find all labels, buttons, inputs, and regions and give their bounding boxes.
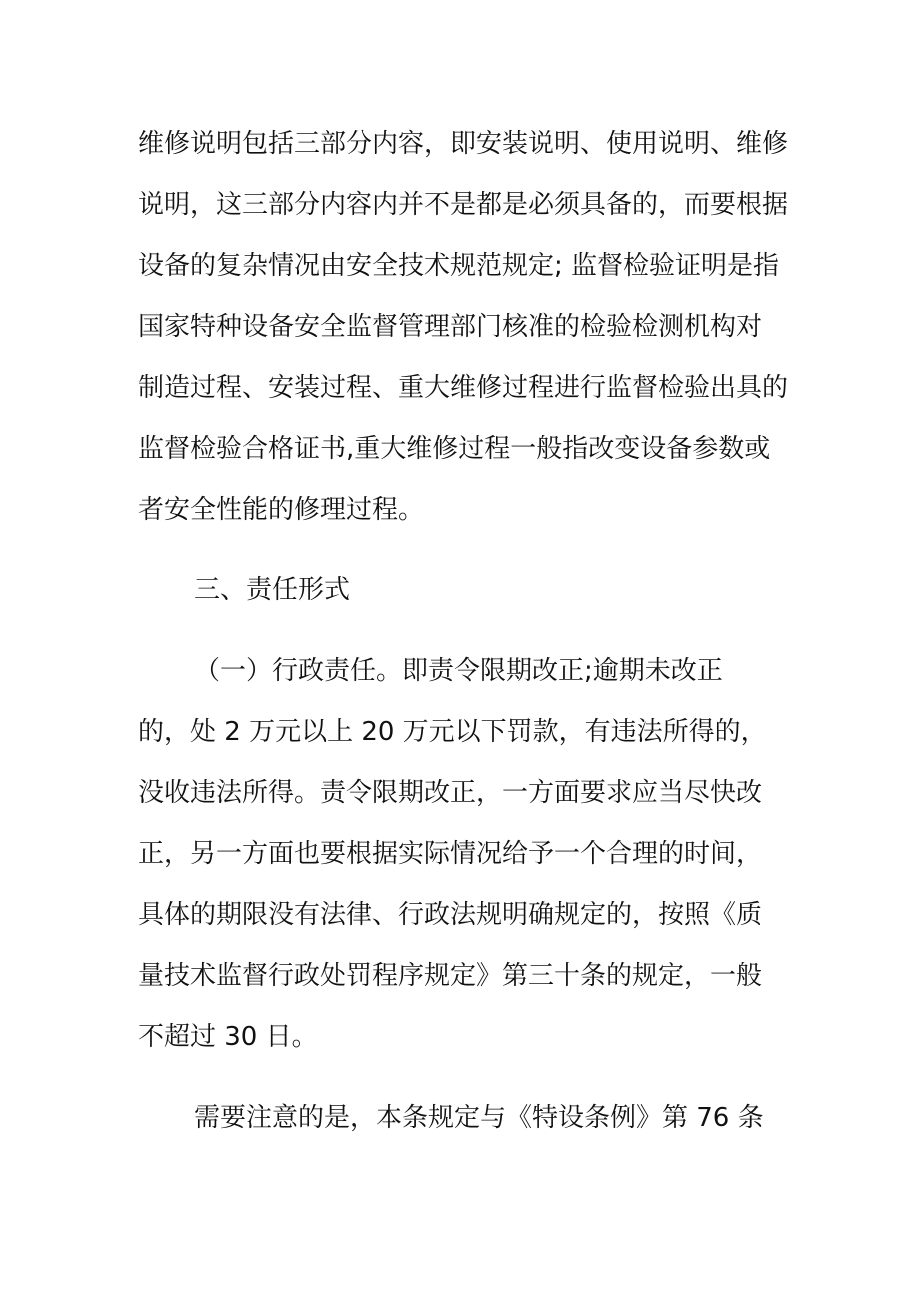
paragraph-1-line-4: 国家特种设备安全监督管理部门核准的检验检测机构对 xyxy=(138,312,763,342)
paragraph-1-line-6: 监督检验合格证书,重大维修过程一般指改变设备参数或 xyxy=(138,434,771,464)
paragraph-1-line-1: 维修说明包括三部分内容，即安装说明、使用说明、维修 xyxy=(138,129,789,159)
paragraph-3-line-1: 需要注意的是，本条规定与《特设条例》第 76 条 xyxy=(194,1103,764,1133)
paragraph-2-line-7: 不超过 30 日。 xyxy=(138,1022,318,1052)
paragraph-1-line-5: 制造过程、安装过程、重大维修过程进行监督检验出具的 xyxy=(138,373,789,403)
paragraph-1-line-7: 者安全性能的修理过程。 xyxy=(138,495,425,525)
paragraph-2-line-4: 正，另一方面也要根据实际情况给予一个合理的时间， xyxy=(138,839,763,869)
paragraph-1-line-3: 设备的复杂情况由安全技术规范规定; 监督检验证明是指 xyxy=(138,251,780,281)
paragraph-2-line-3: 没收违法所得。责令限期改正，一方面要求应当尽快改 xyxy=(138,778,763,808)
paragraph-2-line-6: 量技术监督行政处罚程序规定》第三十条的规定，一般 xyxy=(138,961,763,991)
paragraph-2-line-2: 的，处 2 万元以上 20 万元以下罚款，有违法所得的， xyxy=(138,717,767,747)
paragraph-2-line-5: 具体的期限没有法律、行政法规明确规定的，按照《质 xyxy=(138,900,763,930)
section-heading: 三、责任形式 xyxy=(194,575,351,605)
paragraph-1-line-2: 说明，这三部分内容内并不是都是必须具备的，而要根据 xyxy=(138,190,789,220)
paragraph-2-line-1: （一）行政责任。即责令限期改正;逾期未改正 xyxy=(194,656,723,686)
